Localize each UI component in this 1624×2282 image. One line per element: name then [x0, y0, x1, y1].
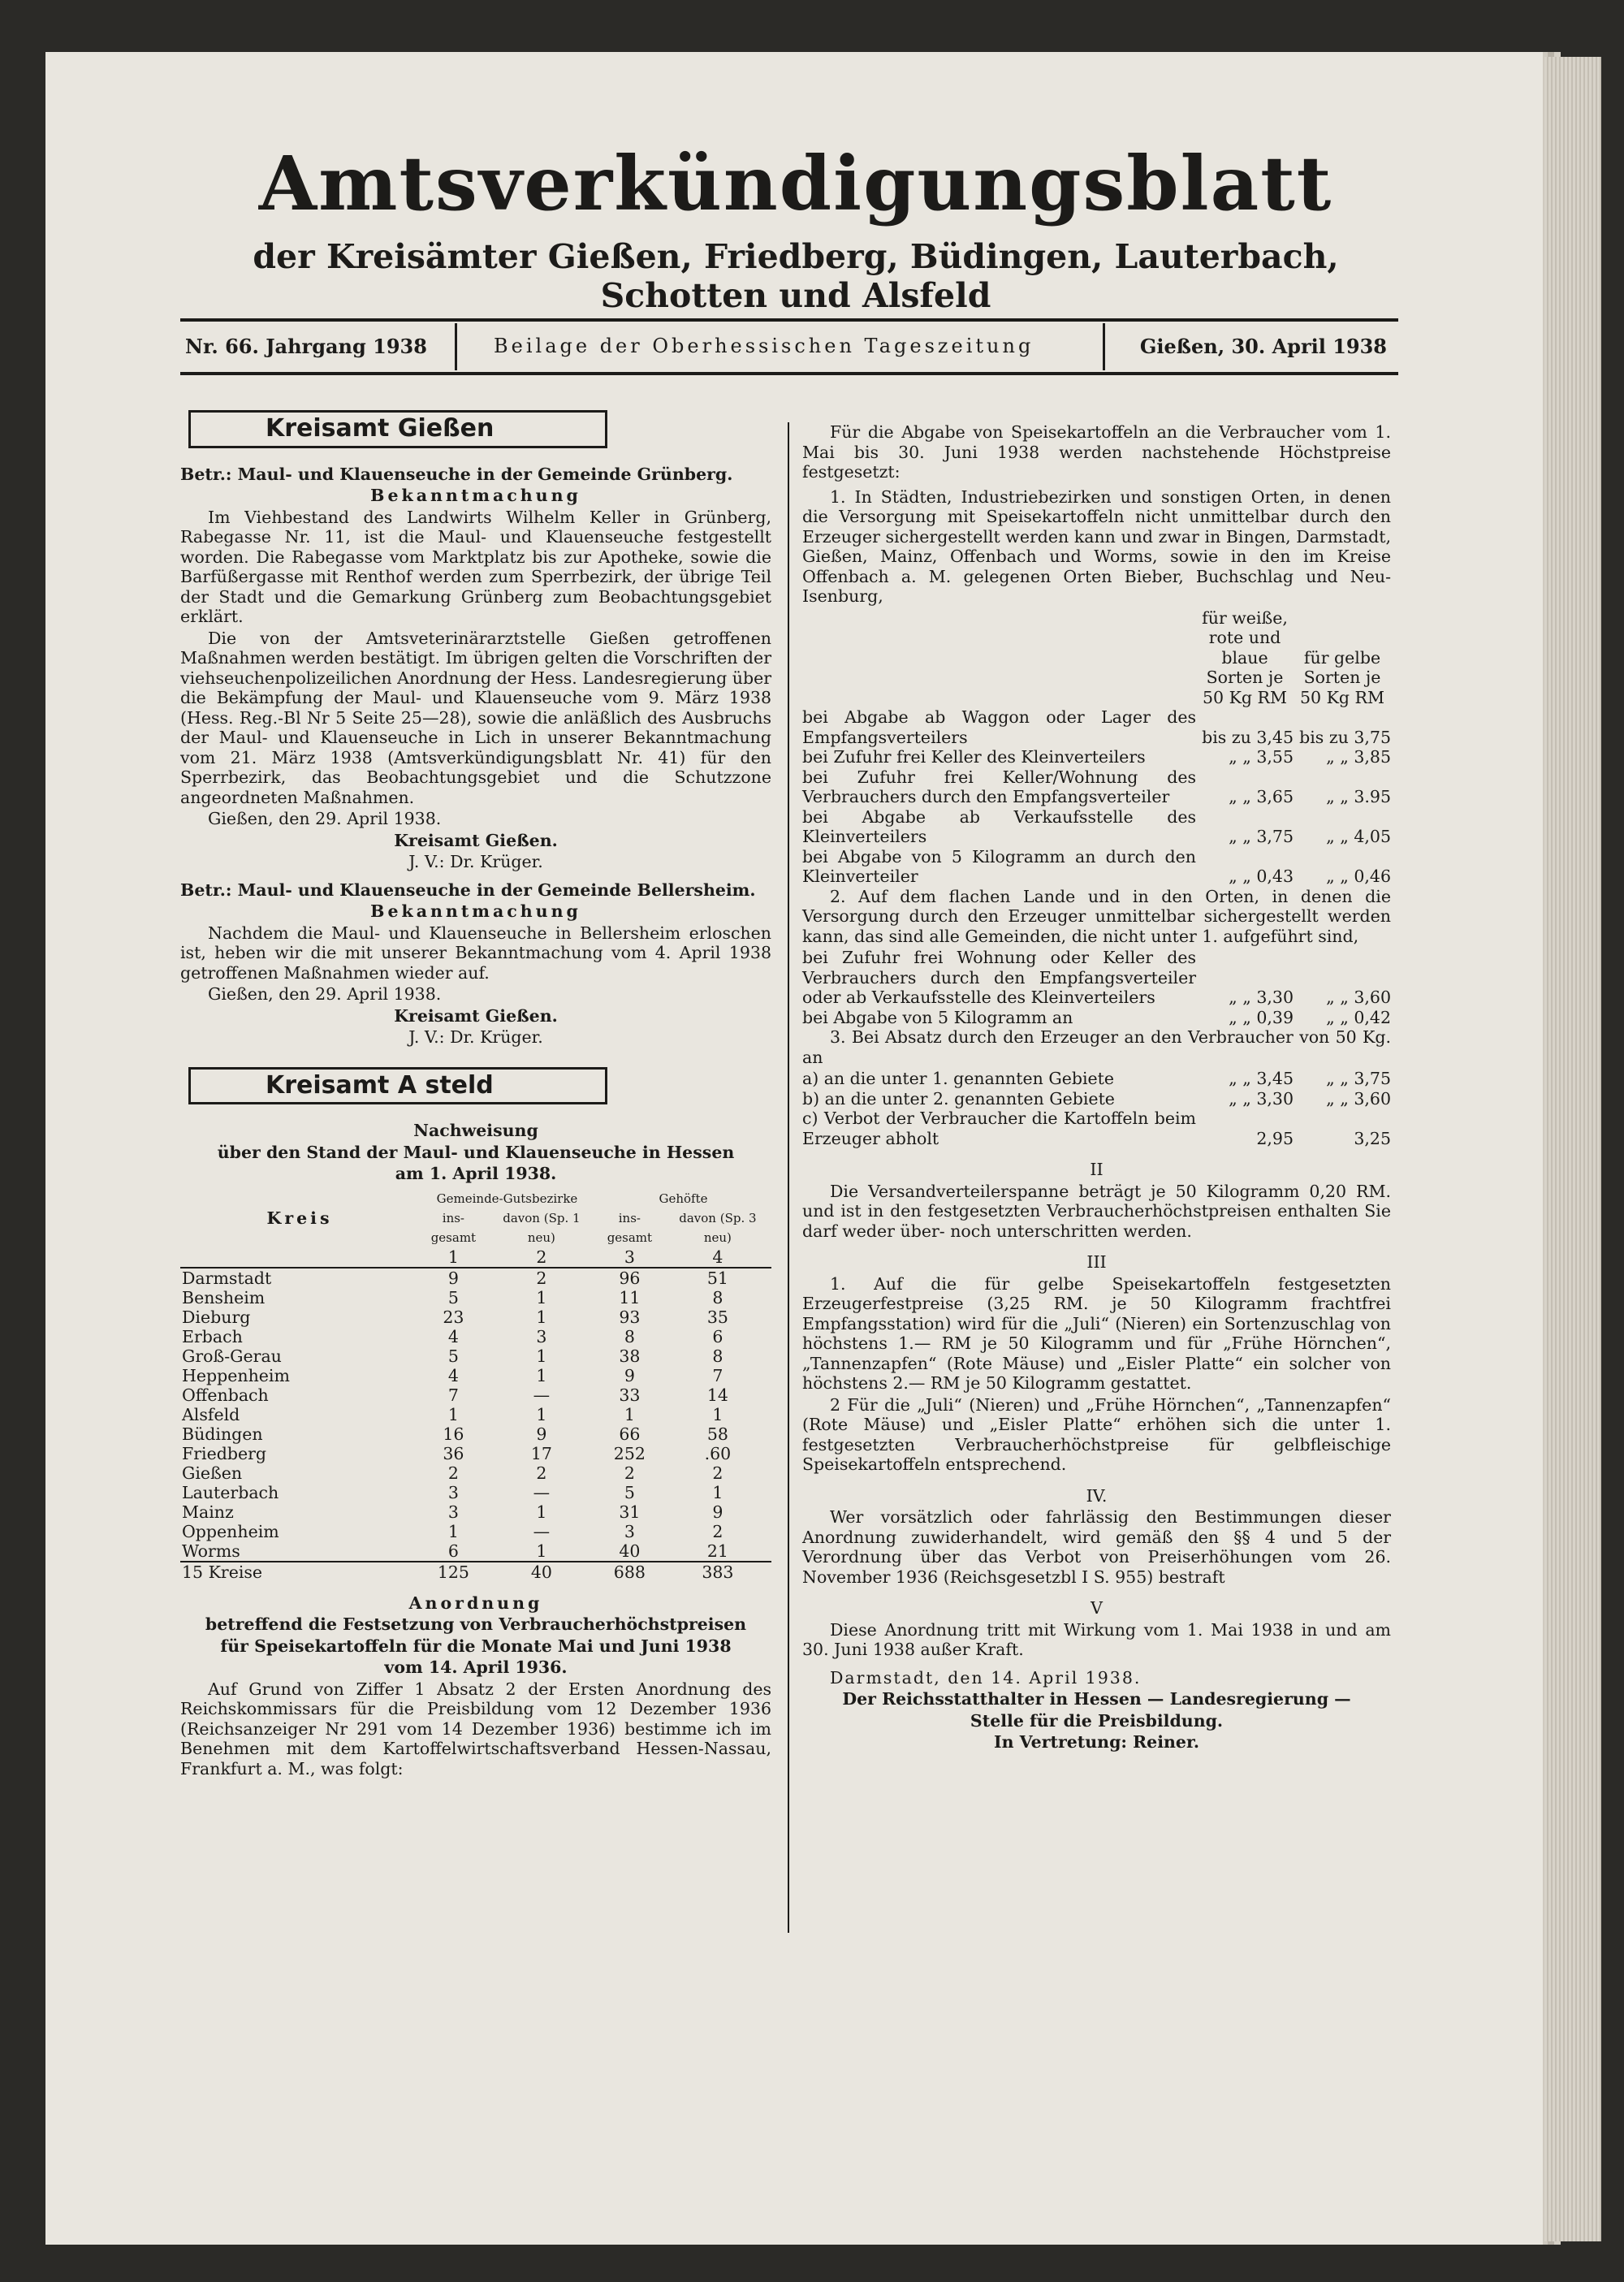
table-row	[180, 1502, 771, 1522]
anordnung-subtitle: für Speisekartoffeln für die Monate Mai und Juni 1938	[220, 1636, 732, 1656]
betr-gruenberg: Betr.: Maul- und Klauenseuche in der Gemeinde Grünberg.	[180, 464, 733, 484]
issue-number: Nr. 66. Jahrgang 1938	[185, 335, 427, 358]
table-row	[180, 1444, 771, 1463]
right-column	[802, 422, 1391, 1754]
table-row	[180, 1288, 771, 1307]
table-row	[180, 1268, 771, 1288]
section-4-paragraph: Wer vorsätzlich oder fahrlässig den Bestimmungen dieser Anordnung zuwiderhandelt, wird gemäß den §§ 4 und 5 der Verordnung über das Verbot von Preiserhöhungen vom 26. November 1936 (Reichsgesetzbl I S. 955) bestraft	[802, 1507, 1391, 1587]
price-yellow: bis zu 3,75	[1299, 727, 1391, 747]
betr-bellersheim: Betr.: Maul- und Klauenseuche in der Gemeinde Bellersheim.	[180, 880, 756, 900]
issue-separator	[1103, 323, 1105, 370]
kreis-name-cell: Worms	[182, 1541, 240, 1561]
authority-line: Der Reichsstatthalter in Hessen — Landesregierung —	[842, 1689, 1351, 1709]
seuche-table	[180, 1189, 771, 1582]
nachweisung-heading: Nachweisung	[413, 1121, 538, 1140]
col-number: 2	[536, 1247, 547, 1267]
value-cell: 58	[706, 1424, 728, 1444]
value-cell: 1	[536, 1502, 547, 1522]
price-white-red-blue: „ „ 3,30	[1229, 1088, 1294, 1109]
issue-place-date: Gießen, 30. April 1938	[1139, 335, 1387, 358]
price-white-red-blue: bis zu 3,45	[1202, 727, 1294, 747]
table-row	[180, 1424, 771, 1444]
col-header: davon (Sp. 1 neu)	[503, 1210, 581, 1245]
page-stack-edge	[1544, 57, 1601, 2241]
rule-bottom	[180, 372, 1398, 375]
price-row	[802, 1089, 1391, 1109]
value-cell: 8	[624, 1326, 635, 1346]
value-cell: 1	[536, 1365, 547, 1385]
price-white-red-blue: „ „ 3,45	[1229, 1069, 1294, 1088]
col-header: ins-gesamt	[607, 1210, 653, 1245]
value-cell: 2	[712, 1463, 723, 1483]
value-cell: 252	[613, 1443, 646, 1463]
price-white-red-blue: 2,95	[1256, 1128, 1294, 1148]
price-yellow: „ „ 3,60	[1326, 988, 1391, 1007]
value-cell: 1	[536, 1307, 547, 1327]
price-white-red-blue: „ „ 3,65	[1229, 787, 1294, 806]
value-cell: 1	[624, 1404, 635, 1424]
kreis-name-cell: Darmstadt	[182, 1268, 272, 1288]
value-cell: 9	[624, 1365, 635, 1385]
total-cell: 125	[437, 1562, 469, 1582]
price-table-2	[802, 948, 1391, 1027]
group-header-gehoefte: Gehöfte	[659, 1191, 708, 1206]
value-cell: 9	[447, 1268, 459, 1288]
group-header-gemeinden: Gemeinde-Gutsbezirke	[436, 1191, 578, 1206]
authority-line: Stelle für die Preisbildung.	[970, 1710, 1224, 1731]
kreis-name-cell: Mainz	[182, 1502, 234, 1522]
signature-office: Kreisamt Gießen.	[394, 830, 558, 850]
kreis-name-cell: Büdingen	[182, 1424, 263, 1444]
issue-separator	[455, 323, 457, 370]
price-col-header: für weiße, rote und blaue Sorten je 50 Kg RM	[1202, 607, 1288, 707]
value-cell: 16	[443, 1424, 464, 1444]
value-cell: 1	[536, 1287, 547, 1307]
value-cell: 1	[447, 1404, 459, 1424]
price-label: c) Verbot der Verbraucher die Kartoffeln beim Erzeuger abholt	[802, 1109, 1196, 1148]
price-label: bei Zufuhr frei Wohnung oder Keller des Verbrauchers durch den Empfangsverteiler oder ab Verkaufsstelle des Kleinverteilers	[802, 948, 1196, 1007]
section-number: III	[1086, 1252, 1107, 1272]
price-white-red-blue: „ „ 3,55	[1229, 747, 1294, 767]
section-3-paragraph: 2 Für die „Juli“ (Nieren) und „Frühe Hörnchen“, „Tannenzapfen“ (Rote Mäuse) und „Eisler Platte“ erhöhen sich die unter 1. festgesetzten Verbraucherhöchstpreise für gelbfleischige Speisekartoffeln entsprechend.	[802, 1394, 1391, 1474]
col-number: 1	[447, 1247, 459, 1267]
kreis-name-cell: Bensheim	[182, 1287, 266, 1307]
section-number: V	[1091, 1598, 1103, 1618]
price-white-red-blue: „ „ 0,39	[1229, 1007, 1294, 1027]
value-cell: 66	[619, 1424, 641, 1444]
value-cell: 23	[443, 1307, 464, 1327]
nachweisung-date: am 1. April 1938.	[395, 1164, 557, 1183]
price-white-red-blue: „ „ 0,43	[1229, 867, 1294, 886]
kreisamt-giessen-box: Kreisamt Gießen	[188, 410, 607, 448]
price-row	[802, 1069, 1391, 1089]
table-row	[180, 1522, 771, 1541]
section-3-paragraph: 1. Auf die für gelbe Speisekartoffeln festgesetzten Erzeugerfestpreise (3,25 RM. je 50 Kilogramm frachtfrei Empfangsstation) wird für die „Juli“ (Nieren) ein Sortenzuschlag von höchstens 1.— RM je 50 Kilogramm und für „Frühe Hörnchen“, „Tannenzapfen“ (Rote Mäuse) und „Eisler Platte“ ein solcher von höchstens 2.— RM je 50 Kilogramm gestattet.	[802, 1273, 1391, 1393]
value-cell: 21	[706, 1541, 728, 1561]
price-row	[802, 847, 1391, 887]
price-row	[802, 807, 1391, 847]
value-cell: 6	[447, 1541, 459, 1561]
price-label: bei Abgabe ab Waggon oder Lager des Empfangsverteilers	[802, 707, 1196, 747]
value-cell: 2	[536, 1268, 547, 1288]
value-cell: 2	[712, 1521, 723, 1541]
value-cell: 33	[619, 1385, 641, 1405]
value-cell: 5	[447, 1346, 459, 1366]
value-cell: 36	[443, 1443, 464, 1463]
bek2-paragraph: Nachdem die Maul- und Klauenseuche in Bellersheim erloschen ist, heben wir die mit unserer Bekanntmachung vom 4. April 1938 getroffenen Maßnahmen wieder auf.	[180, 923, 771, 983]
price-row	[802, 1109, 1391, 1148]
table-row	[180, 1307, 771, 1327]
table-row	[180, 1366, 771, 1385]
column-rule	[788, 422, 789, 1933]
left-column	[180, 410, 771, 1780]
date-line: Darmstadt, den 14. April 1938.	[830, 1667, 1142, 1688]
value-cell: 1	[712, 1482, 723, 1502]
value-cell: 51	[706, 1268, 728, 1288]
total-cell: 383	[702, 1562, 734, 1582]
value-cell: 11	[619, 1287, 641, 1307]
total-label: 15 Kreise	[182, 1562, 263, 1582]
price-label: bei Abgabe von 5 Kilogramm an	[802, 1007, 1073, 1027]
value-cell: 6	[712, 1326, 723, 1346]
price-col-header: für gelbe Sorten je 50 Kg RM	[1300, 647, 1384, 707]
kreis-name-cell: Offenbach	[182, 1385, 269, 1405]
price-yellow: 3,25	[1354, 1128, 1391, 1148]
signature-name: J. V.: Dr. Krüger.	[408, 1027, 543, 1047]
total-cell: 40	[530, 1562, 552, 1582]
table-row	[180, 1346, 771, 1366]
masthead-title: Amtsverkündigungsblatt	[258, 140, 1333, 227]
col-header: ins-gesamt	[430, 1210, 477, 1245]
price-yellow: „ „ 0,42	[1326, 1007, 1391, 1027]
value-cell: 17	[530, 1443, 552, 1463]
price-para-3: 3. Bei Absatz durch den Erzeuger an den Verbraucher von 50 Kg. an	[802, 1027, 1391, 1067]
price-label: b) an die unter 2. genannten Gebiete	[802, 1088, 1115, 1109]
price-label: bei Abgabe ab Verkaufsstelle des Kleinverteilers	[802, 806, 1196, 846]
bek1-paragraph: Im Viehbestand des Landwirts Wilhelm Keller in Grünberg, Rabegasse Nr. 11, ist die Maul- und Klauenseuche festgestellt worden. Die Rabegasse vom Marktplatz bis zur Apotheke, sowie die Barfüßergasse mit Renthof werden zum Sperrbezirk, der übrige Teil der Stadt und die Gemarkung Grünberg zum Beobachtungsgebiet erklärt.	[180, 507, 771, 626]
value-cell: 7	[712, 1365, 723, 1385]
price-yellow: „ „ 4,05	[1326, 827, 1391, 846]
value-cell: 1	[536, 1541, 547, 1561]
value-cell: 3	[447, 1482, 459, 1502]
value-cell: 2	[624, 1463, 635, 1483]
price-yellow: „ „ 3,85	[1326, 747, 1391, 767]
anordnung-heading: Anordnung	[408, 1593, 543, 1613]
value-cell: 1	[536, 1346, 547, 1366]
date-line: Gießen, den 29. April 1938.	[208, 809, 442, 828]
kreis-name-cell: Oppenheim	[182, 1521, 279, 1541]
date-line: Gießen, den 29. April 1938.	[208, 984, 442, 1004]
bekanntmachung-heading: Bekanntmachung	[370, 901, 581, 921]
table-row	[180, 1385, 771, 1405]
kreis-name-cell: Alsfeld	[182, 1404, 240, 1424]
price-para-2: 2. Auf dem flachen Lande und in den Orten, in denen die Versorgung durch den Erzeuger unmittelbar sichergestellt werden kann, das sind alle Gemeinden, die nicht unter 1. aufgeführt sind,	[802, 886, 1391, 946]
section-5-paragraph: Diese Anordnung tritt mit Wirkung vom 1. Mai 1938 in und am 30. Juni 1938 außer Kraft.	[802, 1619, 1391, 1659]
bek1-paragraph: Die von der Amtsveterinärarztstelle Gießen getroffenen Maßnahmen werden bestätigt. Im übrigen gelten die Vorschriften der viehseuchenpolizeilichen Anordnung der Hess. Landesregierung über die Bekämpfung der Maul- und Klauenseuche vom 9. März 1938 (Hess. Reg.-Bl Nr 5 Seite 25—28), sowie die anläßlich des Ausbruchs der Maul- und Klauenseuche in Lich in unserer Bekanntmachung vom 21. März 1938 (Amtsverkündigungsblatt Nr. 41) für den Sperrbezirk, das Beobachtungsgebiet und die Schutzzone angeordneten Maßnahmen.	[180, 628, 771, 807]
issue-row	[185, 323, 1395, 370]
masthead	[187, 140, 1405, 315]
value-cell: 35	[706, 1307, 728, 1327]
value-cell: 9	[536, 1424, 547, 1444]
value-cell: 96	[619, 1268, 641, 1288]
price-row	[802, 767, 1391, 807]
section-2-paragraph: Die Versandverteilerspanne beträgt je 50 Kilogramm 0,20 RM. und ist in den festgesetzten Verbraucherhöchstpreisen enthalten Sie darf weder über- noch unterschritten werden.	[802, 1181, 1391, 1241]
price-yellow: „ „ 3.95	[1326, 787, 1391, 806]
value-cell: 1	[536, 1404, 547, 1424]
value-cell: 1	[712, 1404, 723, 1424]
price-label: bei Zufuhr frei Keller/Wohnung des Verbrauchers durch den Empfangsverteiler	[802, 767, 1196, 806]
anordnung-date: vom 14. April 1936.	[384, 1657, 568, 1677]
value-cell: —	[533, 1385, 551, 1405]
price-table-3	[802, 1069, 1391, 1148]
issue-supplement: Beilage der Oberhessischen Tageszeitung	[494, 335, 1034, 357]
col-header-kreis: Kreis	[266, 1208, 333, 1228]
masthead-subtitle: der Kreisämter Gießen, Friedberg, Büdingen, Lauterbach, Schotten und Alsfeld	[253, 237, 1339, 315]
kreis-name-cell: Lauterbach	[182, 1482, 279, 1502]
table-row	[180, 1327, 771, 1346]
kreis-name-cell: Groß-Gerau	[182, 1346, 282, 1366]
price-intro: Für die Abgabe von Speisekartoffeln an die Verbraucher vom 1. Mai bis 30. Juni 1938 werden nachstehende Höchstpreise festgesetzt:	[802, 422, 1391, 482]
signature-office: Kreisamt Gießen.	[394, 1005, 558, 1026]
price-table-1	[802, 608, 1391, 887]
value-cell: 4	[447, 1365, 459, 1385]
col-header: davon (Sp. 3 neu)	[679, 1210, 757, 1245]
price-row	[802, 948, 1391, 1008]
kreis-name-cell: Gießen	[182, 1463, 243, 1483]
value-cell: 9	[712, 1502, 723, 1522]
value-cell: 14	[706, 1385, 728, 1405]
value-cell: 3	[624, 1521, 635, 1541]
price-yellow: „ „ 0,46	[1326, 867, 1391, 886]
nachweisung-subtitle: über den Stand der Maul- und Klauenseuche in Hessen	[217, 1142, 735, 1162]
value-cell: 3	[536, 1326, 547, 1346]
rule-top	[180, 318, 1398, 322]
kreis-name-cell: Erbach	[182, 1326, 243, 1346]
kreisamt-alsfeld-box: Kreisamt A steld	[188, 1067, 607, 1105]
value-cell: —	[533, 1521, 551, 1541]
section-number: IV.	[1086, 1485, 1108, 1506]
price-label: bei Zufuhr frei Keller des Kleinverteilers	[802, 747, 1146, 767]
value-cell: 31	[619, 1502, 641, 1522]
signature-name: J. V.: Dr. Krüger.	[408, 852, 543, 871]
value-cell: .60	[704, 1443, 732, 1463]
price-para-1: 1. In Städten, Industriebezirken und sonstigen Orten, in denen die Versorgung mit Speisekartoffeln nicht unmittelbar durch den Erzeuger sichergestellt werden kann und zwar in Bingen, Darmstadt, Gießen, Mainz, Offenbach und Worms, sowie in den im Kreise Offenbach a. M. gelegenen Orten Bieber, Buchschlag und Neu-Isenburg,	[802, 486, 1391, 606]
total-cell: 688	[613, 1562, 646, 1582]
price-label: bei Abgabe von 5 Kilogramm an durch den Kleinverteiler	[802, 846, 1196, 886]
col-number: 4	[712, 1247, 723, 1267]
value-cell: 7	[447, 1385, 459, 1405]
section-number: II	[1090, 1160, 1104, 1179]
price-row	[802, 747, 1391, 767]
bekanntmachung-heading: Bekanntmachung	[370, 486, 581, 505]
authority-signature: In Vertretung: Reiner.	[994, 1732, 1199, 1752]
kreis-name-cell: Heppenheim	[182, 1365, 290, 1385]
value-cell: 1	[447, 1521, 459, 1541]
anordnung-subtitle: betreffend die Festsetzung von Verbraucherhöchstpreisen	[205, 1614, 747, 1634]
value-cell: 38	[619, 1346, 641, 1366]
price-white-red-blue: „ „ 3,30	[1229, 988, 1294, 1007]
value-cell: —	[533, 1482, 551, 1502]
table-row	[180, 1541, 771, 1562]
kreis-name-cell: Dieburg	[182, 1307, 251, 1327]
price-yellow: „ „ 3,75	[1326, 1069, 1391, 1088]
kreis-name-cell: Friedberg	[182, 1443, 267, 1463]
col-number: 3	[624, 1247, 635, 1267]
value-cell: 93	[619, 1307, 641, 1327]
anordnung-paragraph: Auf Grund von Ziffer 1 Absatz 2 der Ersten Anordnung des Reichskommissars für die Preisbildung vom 12 Dezember 1936 (Reichsanzeiger Nr 291 vom 14 Dezember 1936) bestimme ich im Benehmen mit dem Kartoffelwirtschaftsverband Hessen-Nassau, Frankfurt a. M., was folgt:	[180, 1679, 771, 1778]
value-cell: 3	[447, 1502, 459, 1522]
table-row	[180, 1405, 771, 1424]
price-white-red-blue: „ „ 3,75	[1229, 827, 1294, 846]
price-yellow: „ „ 3,60	[1326, 1088, 1391, 1109]
value-cell: 4	[447, 1326, 459, 1346]
value-cell: 5	[447, 1287, 459, 1307]
price-row	[802, 1008, 1391, 1028]
table-row	[180, 1463, 771, 1483]
value-cell: 8	[712, 1346, 723, 1366]
value-cell: 40	[619, 1541, 641, 1561]
price-row	[802, 707, 1391, 747]
value-cell: 5	[624, 1482, 635, 1502]
price-label: a) an die unter 1. genannten Gebiete	[802, 1069, 1115, 1088]
value-cell: 2	[536, 1463, 547, 1483]
table-row	[180, 1483, 771, 1502]
value-cell: 2	[447, 1463, 459, 1483]
value-cell: 8	[712, 1287, 723, 1307]
